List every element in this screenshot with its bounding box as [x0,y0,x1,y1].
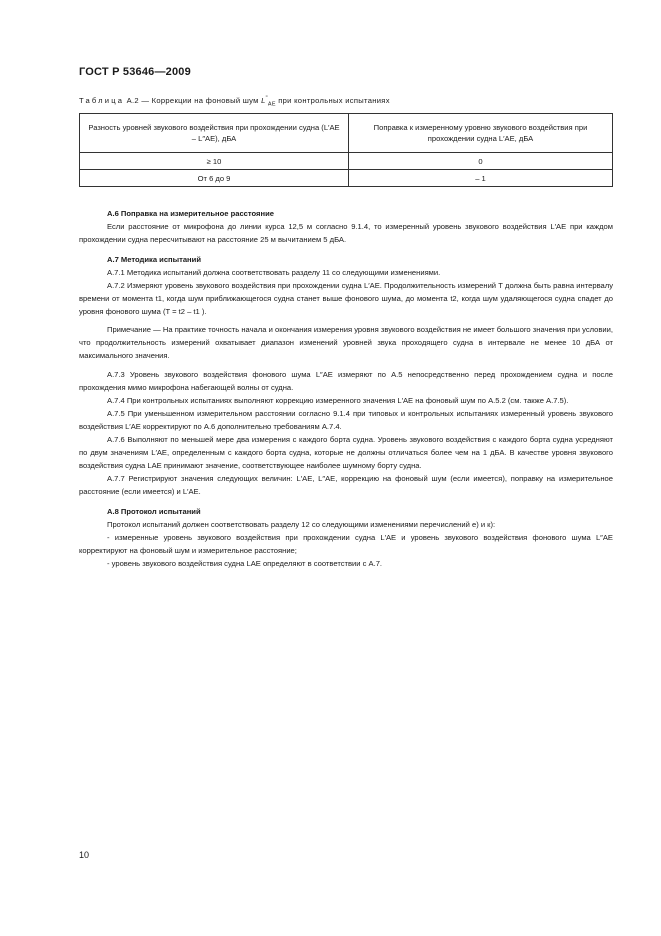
paragraph-a7-1: А.7.1 Методика испытаний должна соответствовать разделу 11 со следующими изменениями. [107,268,441,277]
section-title-a6: А.6 Поправка на измерительное расстояние [107,209,274,218]
paragraph-a7-5: А.7.5 При уменьшенном измерительном расстоянии согласно 9.1.4 при типовых и контрольных испытаниях измеренный уровень звукового воздействия L′AE корректируют по А.6 дополнительно требованиям А.7.4. [79,409,613,431]
table-row [80,170,613,187]
document-body [79,207,613,570]
paragraph-a7-6: А.7.6 Выполняют по меньшей мере два измерения с каждого борта судна. Уровень звукового воздействия с каждого борта судна усредняют по двум значениям L′AE, определенным с каждого борта судна, которые не должны отличаться более чем на 1 дБА. В качестве уровня звукового воздействия судна LAE принимают значение, соответствующее наиболее шумному борту судна. [79,435,613,470]
section-title-a8: А.8 Протокол испытаний [107,507,201,516]
table-cell: – 1 [349,170,613,187]
table-caption-prefix: Таблица [79,96,125,105]
paragraph-a7-3: А.7.3 Уровень звукового воздействия фонового шума L″AE измеряют по А.5 непосредственно перед прохождением судна и после прохождения мимо микрофона набегающей волны от судна. [79,370,613,392]
note-paragraph: Примечание — На практике точность начала и окончания измерения уровня звукового воздействия не имеет большого значения при условии, что продолжительность измерений охватывает диапазон изменений уровней звука проходящего судна в интервале не менее 10 дБА от максимального значения. [79,325,613,360]
list-item: - измеренные уровень звукового воздействия при прохождении судна L′AE и уровень звукового воздействия фонового шума L″AE корректируют на фоновый шум и измерительное расстояние; [79,533,613,555]
table-header-cell-1: Разность уровней звукового воздействия при прохождении судна (L′AE – L″AE), дБА [80,114,349,153]
table-caption-symbol: L [261,96,266,105]
table-caption-text: — Коррекции на фоновый шум [138,96,262,105]
paragraph-a6: Если расстояние от микрофона до линии курса 12,5 м согласно 9.1.4, то измеренный уровень звукового воздействия L′AE при каждом прохождении судна пересчитывают на расстояние 25 м вычитанием 5 дБА. [79,222,613,244]
paragraph-a7-4: А.7.4 При контрольных испытаниях выполняют коррекцию измеренного значения L′AE на фоновый шум по А.5.2 (см. также А.7.5). [107,396,569,405]
table-cell: ≥ 10 [80,153,349,170]
document-header: ГОСТ Р 53646—2009 [79,66,191,78]
table-caption-number: А.2 [126,96,139,105]
table-cell: От 6 до 9 [80,170,349,187]
page-number: 10 [79,850,90,860]
table-row [80,153,613,170]
list-item: - уровень звукового воздействия судна LAE определяют в соответствии с А.7. [107,559,383,568]
table-header-cell-2: Поправка к измеренному уровню звукового воздействия при прохождении судна L′AE, дБА [349,114,613,153]
correction-table [79,113,613,187]
table-cell: 0 [349,153,613,170]
paragraph-a7-7: А.7.7 Регистрируют значения следующих величин: L′AE, L″AE, коррекцию на фоновый шум (если имеется), поправку на измерительное расстояние (если имеется) и L′AE. [79,474,613,496]
section-title-a7: А.7 Методика испытаний [107,255,201,264]
paragraph-a8: Протокол испытаний должен соответствовать разделу 12 со следующими изменениями перечислений е) и к): [107,520,496,529]
paragraph-a7-2: А.7.2 Измеряют уровень звукового воздействия при прохождении судна L′AE. Продолжительность измерений T должна быть равна интервалу времени от момента t1, когда шум приближающегося судна станет выше фонового шума, до момента t2, когда шум удаляющегося судна спадет до уровня фонового шума (T = t2 – t1 ). [79,281,613,316]
table-caption: Таблица А.2 — Коррекции на фоновый шум $L^"_{AE}$ при контрольных испытаниях [79,95,390,108]
